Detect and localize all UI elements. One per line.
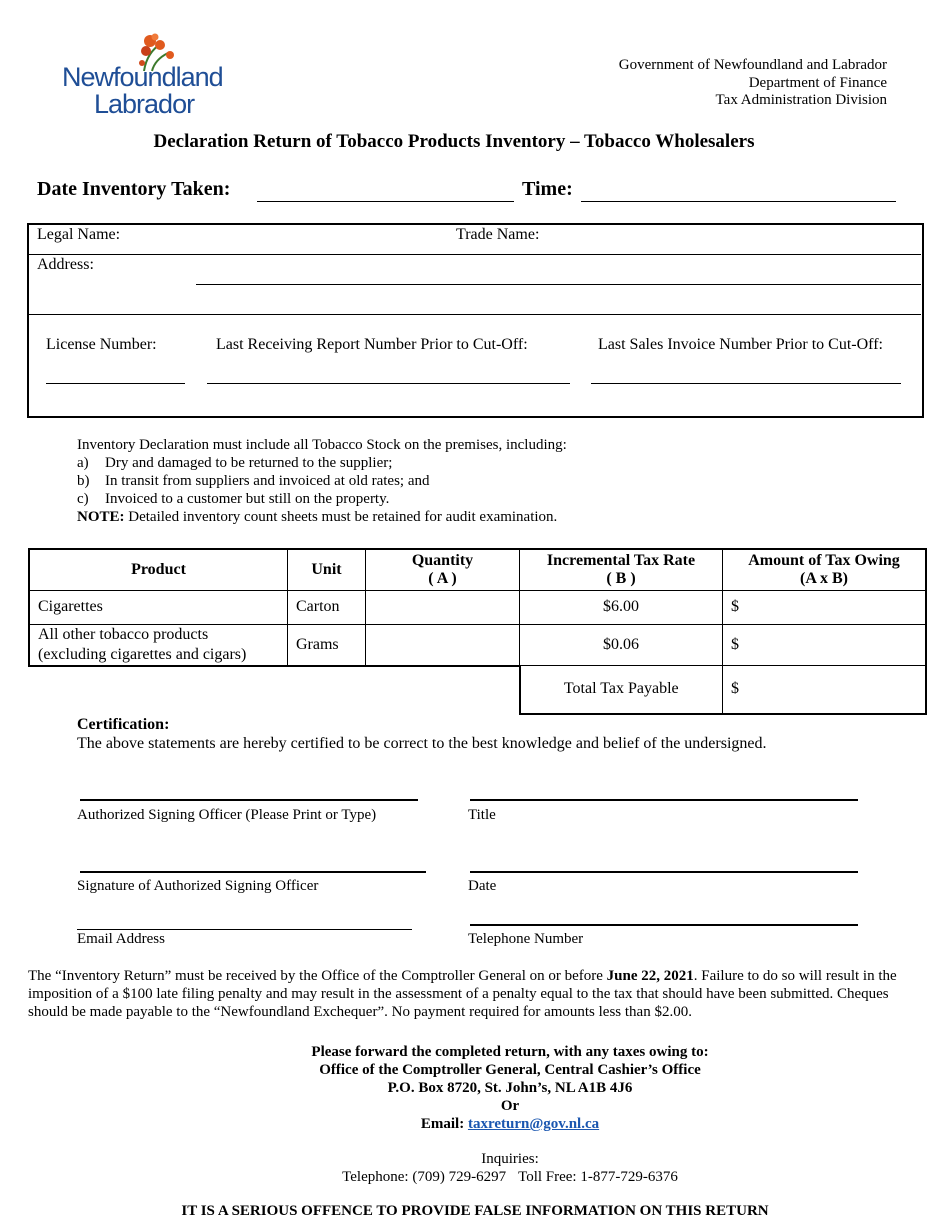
- address-label: Address:: [37, 256, 94, 273]
- department-block: [619, 57, 887, 110]
- address-field-line2[interactable]: [28, 314, 921, 315]
- forward-line2: Office of the Comptroller General, Central Cashier’s Office: [319, 1062, 701, 1078]
- list-item: [77, 454, 567, 472]
- list-item: [77, 490, 567, 508]
- forward-or: Or: [500, 1098, 520, 1114]
- list-text: In transit from suppliers and invoiced at old rates; and: [105, 473, 430, 489]
- certification-heading: Certification:: [77, 716, 170, 733]
- owing-header-sub: (A x B): [800, 569, 848, 587]
- owing-header-label: Amount of Tax Owing: [748, 551, 900, 569]
- last-sales-label: Last Sales Invoice Number Prior to Cut-Off:: [598, 336, 883, 353]
- quantity-cell[interactable]: [366, 624, 520, 666]
- last-sales-field[interactable]: [591, 383, 901, 384]
- signature-field[interactable]: [80, 871, 426, 873]
- phone-field[interactable]: [470, 924, 858, 926]
- total-value[interactable]: $: [723, 666, 927, 714]
- phone-label: Telephone Number: [468, 931, 584, 947]
- date-inventory-field[interactable]: [257, 201, 514, 202]
- business-info-box: [27, 223, 924, 418]
- divider: [28, 254, 921, 255]
- quantity-header-sub: ( A ): [428, 569, 457, 587]
- inquiries-telephone: Telephone: (709) 729-6297: [342, 1169, 507, 1185]
- owing-cell[interactable]: $: [723, 624, 927, 666]
- table-row: [29, 624, 926, 666]
- note-text: Detailed inventory count sheets must be retained for audit examination.: [124, 509, 558, 525]
- logo-text-newfoundland: Newfoundland: [62, 62, 223, 92]
- trade-name-label: Trade Name:: [456, 226, 540, 243]
- list-text: Invoiced to a customer but still on the property.: [105, 491, 390, 507]
- dept-line-finance: Department of Finance: [748, 74, 887, 91]
- title-label: Title: [468, 807, 496, 823]
- inquiries-label: Inquiries:: [481, 1151, 539, 1167]
- instructions: [77, 436, 567, 526]
- total-label: Total Tax Payable: [520, 666, 723, 714]
- instructions-intro: Inventory Declaration must include all Tobacco Stock on the premises, including:: [77, 437, 567, 453]
- email-label: Email Address: [77, 931, 165, 947]
- logo-text-labrador: Labrador: [94, 89, 195, 119]
- time-field[interactable]: [581, 201, 896, 202]
- product-header: Product: [29, 549, 288, 590]
- inquiries-tollfree: Toll Free: 1-877-729-6376: [518, 1169, 678, 1185]
- product-cell: [29, 624, 288, 666]
- rate-header-sub: ( B ): [606, 569, 636, 587]
- officer-name-field[interactable]: [80, 799, 418, 801]
- inquiries-block: [60, 1150, 950, 1186]
- note-label: NOTE:: [77, 509, 125, 525]
- rate-header-label: Incremental Tax Rate: [546, 551, 696, 569]
- date-label: Date: [468, 878, 497, 894]
- address-field-line1[interactable]: [196, 284, 921, 285]
- notice-part1: The “Inventory Return” must be received by the Office of the Comptroller General on or before: [28, 968, 607, 984]
- forward-line1: Please forward the completed return, with any taxes owing to:: [311, 1044, 709, 1060]
- dept-line-government: Government of Newfoundland and Labrador: [618, 57, 887, 73]
- unit-header: Unit: [288, 549, 366, 590]
- license-number-field[interactable]: [46, 383, 185, 384]
- certification-text: The above statements are hereby certified to be correct to the best knowledge and belief of the undersigned.: [77, 735, 767, 752]
- list-letter: b): [77, 473, 90, 489]
- owing-cell[interactable]: $: [723, 590, 927, 624]
- officer-name-label: Authorized Signing Officer (Please Print or Type): [77, 807, 377, 823]
- date-inventory-label: Date Inventory Taken:: [37, 178, 231, 200]
- unit-cell: Grams: [288, 624, 366, 666]
- forward-line3: P.O. Box 8720, St. John’s, NL A1B 4J6: [387, 1080, 633, 1096]
- form-title: Declaration Return of Tobacco Products Inventory – Tobacco Wholesalers: [153, 131, 755, 152]
- quantity-header: [366, 549, 520, 590]
- time-label: Time:: [522, 178, 573, 200]
- dept-line-division: Tax Administration Division: [715, 92, 887, 108]
- list-text: Dry and damaged to be returned to the supplier;: [105, 455, 393, 471]
- legal-name-label: Legal Name:: [37, 226, 121, 243]
- product-cell-line2: (excluding cigarettes and cigars): [38, 645, 247, 663]
- table-row: [29, 590, 926, 624]
- email-field[interactable]: [77, 929, 412, 930]
- total-row: [29, 666, 926, 714]
- note: [77, 508, 567, 526]
- forward-email-line: [60, 1115, 950, 1133]
- rate-header: [520, 549, 723, 590]
- inventory-table: [28, 548, 927, 715]
- list-letter: c): [77, 491, 89, 507]
- notice-part2: . Failure to do so will result in the imposition of a $100 late filing penalty and may result in the assessment of a penalty equal to the tax that should have been submitted. Cheques should be made payable to the “Newfoundland Exchequer”. No payment required for amounts less than $2.00.: [28, 968, 897, 1020]
- title-field[interactable]: [470, 799, 858, 801]
- last-receiving-label: Last Receiving Report Number Prior to Cut-Off:: [216, 336, 528, 353]
- last-receiving-field[interactable]: [207, 383, 570, 384]
- unit-cell: Carton: [288, 590, 366, 624]
- email-link[interactable]: taxreturn@gov.nl.ca: [467, 1116, 600, 1132]
- inquiries-phones: [60, 1168, 950, 1186]
- signature-label: Signature of Authorized Signing Officer: [77, 878, 319, 894]
- filing-notice: [28, 967, 908, 1021]
- quantity-header-label: Quantity: [411, 551, 474, 569]
- date-field[interactable]: [470, 871, 858, 873]
- rate-cell: $6.00: [520, 590, 723, 624]
- table-header-row: [29, 549, 926, 590]
- product-cell: Cigarettes: [29, 590, 288, 624]
- blank-cell: [29, 666, 520, 714]
- nl-logo: [62, 33, 232, 121]
- list-item: [77, 472, 567, 490]
- quantity-cell[interactable]: [366, 590, 520, 624]
- rate-cell: $0.06: [520, 624, 723, 666]
- email-prefix: Email:: [420, 1116, 468, 1132]
- forward-block: [60, 1043, 950, 1133]
- false-info-warning: IT IS A SERIOUS OFFENCE TO PROVIDE FALSE INFORMATION ON THIS RETURN: [181, 1203, 769, 1219]
- list-letter: a): [77, 455, 89, 471]
- notice-deadline: June 22, 2021: [606, 968, 694, 984]
- license-number-label: License Number:: [46, 336, 157, 353]
- product-cell-line1: All other tobacco products: [38, 625, 209, 643]
- owing-header: [723, 549, 927, 590]
